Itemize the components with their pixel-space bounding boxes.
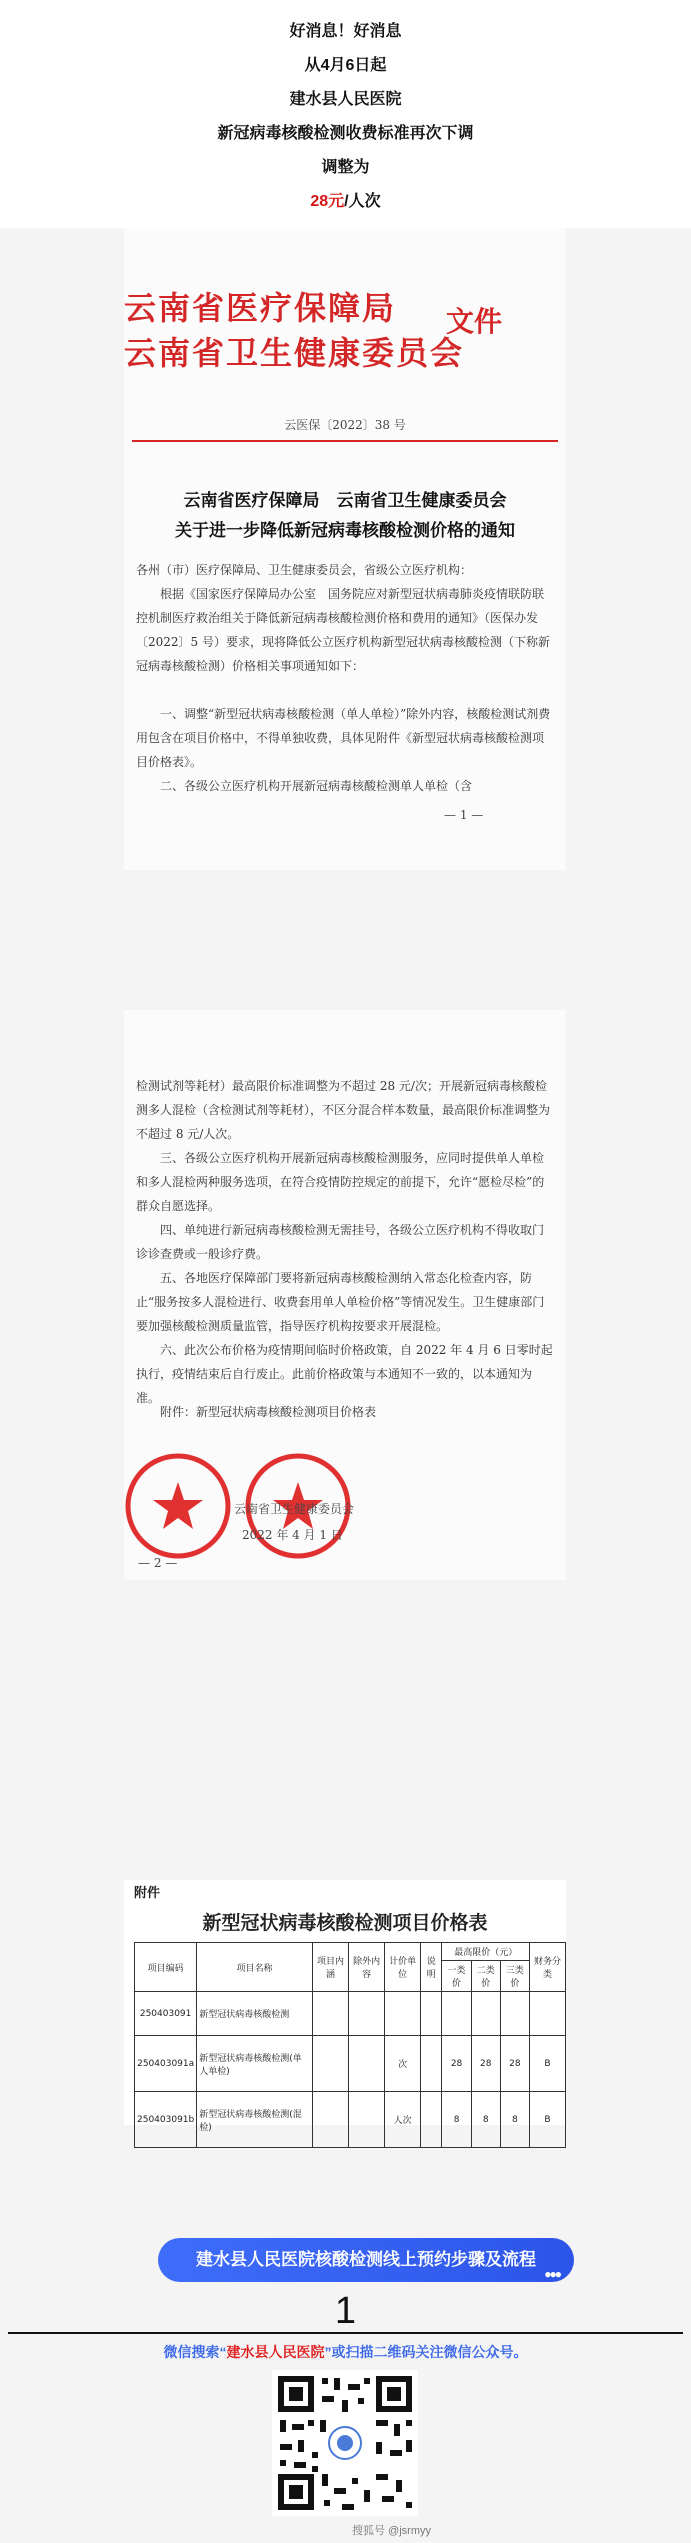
wx-prefix: 微信搜索“ [163,2344,227,2360]
cell-price-3: 8 [500,2092,529,2148]
col-header-max-price: 最高限价（元） [442,1943,529,1961]
header-suffix: 文件 [446,305,503,338]
cta-label: 建水县人民医院核酸检测线上预约步骤及流程 [196,2250,536,2269]
cell-unit: 人次 [385,2092,421,2148]
cell-excluded [349,1992,385,2036]
banner-line-2: 从4月6日起 [304,57,387,74]
notice-title-1: 云南省医疗保障局 云南省卫生健康委员会 [183,491,507,511]
col-header-class-1: 一类价 [442,1961,471,1992]
table-row [135,2092,566,2148]
col-header-name: 项目名称 [197,1943,313,1992]
cell-price-1 [442,1992,471,2036]
cell-category: B [529,2092,565,2148]
col-header-unit: 计价单位 [385,1943,421,1992]
watermark: 搜狐号 @jsrmyy [352,2525,431,2537]
cell-price-3 [500,1992,529,2036]
header-agency-2: 云南省卫生健康委员会 [124,334,465,372]
cell-price-1: 28 [442,2036,471,2092]
cell-category [529,1992,565,2036]
cell-unit [385,1992,421,2036]
annex-title: 新型冠状病毒核酸检测项目价格表 [202,1912,488,1934]
banner-line-3: 建水县人民医院 [289,91,402,108]
paragraph-basis: 根据《国家医疗保障局办公室 国务院应对新型冠状病毒肺炎疫情联防联控机制医疗救治组关于降低新冠病毒核酸检测价格和费用的通知》（医保办发〔2022〕5 号）要求，现将降低公立医疗机构新型冠状病毒核酸检测（下称新冠病毒核酸检测）价格相关事项通知如下： [136,587,550,673]
cell-price-2: 28 [471,2036,500,2092]
paragraph-addressee: 各州（市）医疗保障局、卫生健康委员会，省级公立医疗机构： [136,563,473,577]
banner-price: 28元 [310,193,345,210]
col-header-content: 项目内涵 [313,1943,349,1992]
col-header-class-3: 三类价 [500,1961,529,1992]
price-table [134,1942,566,2148]
cell-content [313,2092,349,2148]
divider [8,2332,683,2334]
notice-title-2: 关于进一步降低新冠病毒核酸检测价格的通知 [175,521,515,541]
paragraph-item-2-start: 二、各级公立医疗机构开展新冠病毒核酸检测单人单检（含 [160,779,473,793]
banner-price-line [0,188,691,211]
doc-number: 云医保〔2022〕38 号 [284,418,406,432]
col-header-code: 项目编码 [135,1943,197,1992]
cell-note [421,2092,442,2148]
cell-code: 250403091a [135,2036,197,2092]
paragraph-attachment: 附件：新型冠状病毒核酸检测项目价格表 [160,1405,377,1419]
signature-agency: 云南省卫生健康委员会 [234,1502,355,1516]
seal-medical-insurance [124,1452,232,1560]
header-red-rule [132,440,558,442]
cell-price-2 [471,1992,500,2036]
paragraph-item-5: 五、各地医疗保障部门要将新冠病毒核酸检测纳入常态化检查内容，防止“服务按多人混检进行、收费套用单人单检价格”等情况发生。卫生健康部门要加强核酸检测质量监管，指导医疗机构按要求开展混检。 [136,1271,545,1333]
cell-code: 250403091 [135,1992,197,2036]
wx-account-name: 建水县人民医院 [226,2344,325,2360]
cell-excluded [349,2092,385,2148]
col-header-class-2: 二类价 [471,1961,500,1992]
cell-price-2: 8 [471,2092,500,2148]
annex-price-table-section [124,1880,566,2133]
paragraph-item-1: 一、调整“新型冠状病毒核酸检测（单人单检）”除外内容，核酸检测试剂费用包含在项目价格中，不得单独收费，具体见附件《新型冠状病毒核酸检测项目价格表》。 [136,707,551,769]
document-page-2-body [124,1070,566,1580]
table-row [135,1992,566,2036]
cell-note [421,2036,442,2092]
cell-code: 250403091b [135,2092,197,2148]
banner-line-4: 新冠病毒核酸检测收费标准再次下调 [217,125,474,142]
wechat-follow-text [0,2342,691,2362]
cell-content [313,1992,349,2036]
cell-unit: 次 [385,2036,421,2092]
table-row [135,2036,566,2092]
dots-icon: ●●● [544,2267,560,2281]
col-header-note: 说明 [421,1943,442,1992]
document-page-1 [124,228,566,870]
online-booking-guide-button[interactable] [158,2238,574,2282]
header-agency-1: 云南省医疗保障局 [124,289,397,327]
paragraph-item-3: 三、各级公立医疗机构开展新冠病毒核酸检测服务，应同时提供单人单检和多人混检两种服务选项，在符合疫情防控规定的前提下，允许“愿检尽检”的群众自愿选择。 [136,1151,545,1213]
page-number-2: — 2 — [138,1556,178,1570]
cell-price-1: 8 [442,2092,471,2148]
cell-category: B [529,2036,565,2092]
step-number: 1 [334,2290,357,2332]
col-header-category: 财务分类 [529,1943,565,1992]
qr-code-icon[interactable] [272,2370,418,2516]
cell-price-3: 28 [500,2036,529,2092]
cell-content [313,2036,349,2092]
paragraph-item-2-cont: 检测试剂等耗材）最高限价标准调整为不超过 28 元/次；开展新冠病毒核酸检测多人混检（含检测试剂等耗材），不区分混合样本数量，最高限价标准调整为不超过 8 元/人次。 [136,1079,551,1141]
col-header-excluded: 除外内容 [349,1943,385,1992]
paragraph-item-6: 六、此次公布价格为疫情期间临时价格政策，自 2022 年 4 月 6 日零时起执行，疫情结束后自行废止。此前价格政策与本通知不一致的，以本通知为准。 [136,1343,553,1405]
banner-price-unit: /人次 [344,193,381,210]
banner-line-5: 调整为 [321,159,370,176]
cell-excluded [349,2036,385,2092]
signature-date: 2022 年 4 月 1 日 [242,1528,343,1542]
cell-name: 新型冠状病毒核酸检测 [197,1992,313,2036]
cell-note [421,1992,442,2036]
annex-label: 附件 [134,1885,161,1900]
paragraph-item-4: 四、单纯进行新冠病毒核酸检测无需挂号，各级公立医疗机构不得收取门诊诊查费或一般诊疗费。 [136,1223,545,1261]
banner-line-1: 好消息！好消息 [289,23,402,40]
announcement-banner [0,0,691,228]
cell-name: 新型冠状病毒核酸检测(混检) [197,2092,313,2148]
cell-name: 新型冠状病毒核酸检测(单人单检) [197,2036,313,2092]
page-number-1: — 1 — [444,808,484,822]
wx-suffix: ”或扫描二维码关注微信公众号。 [324,2344,528,2360]
